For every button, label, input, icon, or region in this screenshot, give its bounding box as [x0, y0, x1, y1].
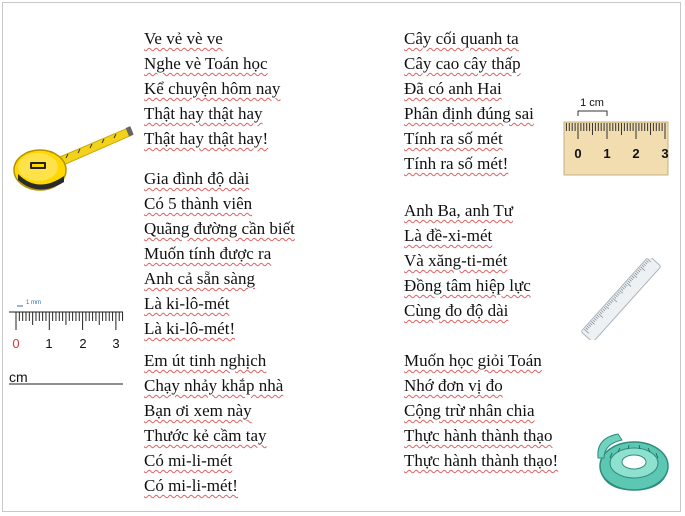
stanza-5	[404, 198, 531, 323]
poem-line: Thật hay thật hay	[144, 104, 263, 123]
poem-line: Cộng trừ nhân chia	[404, 401, 535, 420]
mm-ruler-number-3: 3	[112, 336, 120, 351]
poem-line: Có 5 thành viên	[144, 194, 253, 213]
poem-line: Ve vẻ vè ve	[144, 29, 223, 48]
poem-line: Muốn học giỏi Toán	[404, 351, 542, 370]
poem-line: Nhớ đơn vị đo	[404, 376, 503, 395]
cm-ruler-number-0: 0	[574, 146, 582, 161]
poem-line: Cùng đo độ dài	[404, 301, 509, 320]
poem-line: Em út tinh nghịch	[144, 351, 267, 370]
poem-line: Tính ra số mét	[404, 129, 503, 148]
stanza-3	[144, 348, 283, 498]
poem-line: Đã có anh Hai	[404, 79, 502, 98]
poem-line: Là ki-lô-mét	[144, 294, 230, 313]
poem-line: Nghe vè Toán học	[144, 54, 268, 73]
poem-line: Quãng đường cần biết	[144, 219, 295, 238]
mm-ruler-number-1: 1	[45, 336, 53, 351]
mm-ruler-number-0: 0	[12, 336, 20, 351]
poem-line: Thực hành thành thạo	[404, 426, 553, 445]
poem-line: Thật hay thật hay!	[144, 129, 269, 148]
poem-line: Là ki-lô-mét!	[144, 319, 236, 338]
millimeter-ruler-image	[6, 296, 126, 388]
page-frame	[2, 2, 681, 512]
poem-line: Phân định đúng sai	[404, 104, 534, 123]
poem-line: Có mi-li-mét	[144, 451, 233, 470]
poem-line: Thước kẻ cầm tay	[144, 426, 267, 445]
mm-ruler-caption: cm	[9, 369, 28, 385]
poem-line: Và xăng-ti-mét	[404, 251, 508, 270]
poem-line: Anh cả sẵn sàng	[144, 269, 255, 288]
cm-ruler-number-1: 1	[603, 146, 611, 161]
stanza-6	[404, 348, 558, 473]
stanza-2	[144, 166, 295, 341]
cm-ruler-number-2: 2	[632, 146, 640, 161]
stanza-1	[144, 26, 280, 151]
poem-line: Cây cối quanh ta	[404, 29, 519, 48]
poem-line: Gia đình độ dài	[144, 169, 250, 188]
centimeter-ruler-image	[562, 92, 670, 176]
tape-measure-image	[8, 122, 134, 196]
poem-line: Tính ra số mét!	[404, 154, 509, 173]
poem-line: Muốn tính được ra	[144, 244, 272, 263]
poem-line: Bạn ơi xem này	[144, 401, 252, 420]
mm-unit-label: 1 mm	[26, 300, 41, 306]
poem-line: Thực hành thành thạo!	[404, 451, 559, 470]
stanza-4	[404, 26, 534, 176]
poem-line: Kể chuyện hôm nay	[144, 79, 281, 98]
clear-ruler-image	[578, 258, 664, 340]
poem-line: Cây cao cây thấp	[404, 54, 521, 73]
poem-line: Chạy nhảy khắp nhà	[144, 376, 284, 395]
tape-roll-image	[594, 428, 674, 496]
poem-line: Đồng tâm hiệp lực	[404, 276, 531, 295]
poem-line: Anh Ba, anh Tư	[404, 201, 513, 220]
poem-line: Là đề-xi-mét	[404, 226, 493, 245]
cm-ruler-number-3: 3	[661, 146, 669, 161]
cm-unit-label: 1 cm	[580, 97, 604, 109]
mm-ruler-number-2: 2	[79, 336, 87, 351]
poem-line: Có mi-li-mét!	[144, 476, 238, 495]
